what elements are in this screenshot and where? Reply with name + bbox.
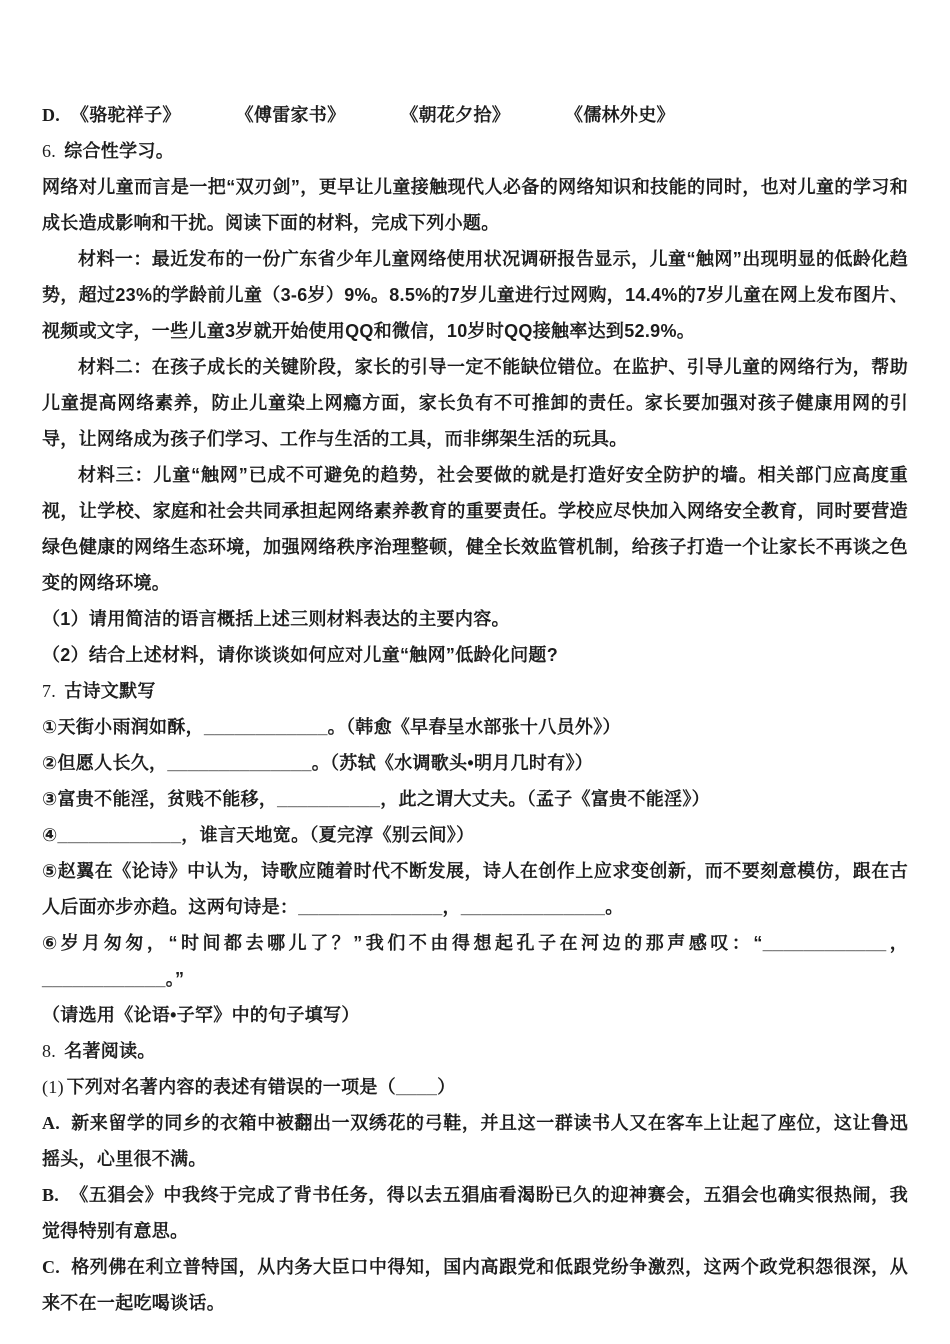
question-8-sub-line — [42, 1069, 908, 1105]
question-6-sub-2: （2）结合上述材料，请你谈谈如何应对儿童“触网”低龄化问题? — [42, 645, 559, 665]
dictation-note: （请选用《论语•子罕》中的句子填写） — [42, 1005, 360, 1025]
option-c-label: C. — [42, 1257, 61, 1277]
question-7-title: 古诗文默写 — [64, 681, 156, 701]
question-8-sub-emphasis: 有错误 — [249, 1077, 305, 1097]
option-b-paragraph — [42, 1177, 908, 1249]
dictation-item-6: ⑥岁月匆匆，“时间都去哪儿了？”我们不由得想起孔子在河边的那声感叹：“____________，____________。” — [42, 933, 908, 989]
option-b-text: 《五猖会》中我终于完成了背书任务，得以去五猖庙看渴盼已久的迎神赛会，五猖会也确实很热闹，我觉得特别有意思。 — [42, 1185, 908, 1241]
question-8-sub-suffix: 的一项是（____） — [304, 1077, 456, 1097]
option-a-label: A. — [42, 1113, 61, 1133]
question-6-sub-1: （1）请用简洁的语言概括上述三则材料表达的主要内容。 — [42, 609, 510, 629]
option-d-label: D. — [42, 105, 61, 125]
question-7-number: 7. — [42, 681, 57, 701]
option-a-text: 新来留学的同乡的衣箱中被翻出一双绣花的弓鞋，并且这一群读书人又在客车上让起了座位，这让鲁迅摇头，心里很不满。 — [42, 1113, 908, 1169]
option-c-paragraph — [42, 1249, 908, 1321]
option-a-paragraph — [42, 1105, 908, 1177]
book-title-rulinwaishi: 《儒林外史》 — [565, 105, 675, 125]
dictation-item-2: ②但愿人长久，______________。（苏轼《水调歌头•明月几时有》） — [42, 753, 594, 773]
book-title-zhaohuaxishi: 《朝花夕拾》 — [400, 105, 511, 125]
option-d-line — [42, 97, 908, 133]
dictation-item-4: ④____________，谁言天地宽。（夏完淳《别云间》） — [42, 825, 475, 845]
material-2-paragraph: 材料二：在孩子成长的关键阶段，家长的引导一定不能缺位错位。在监护、引导儿童的网络行为，帮助儿童提高网络素养，防止儿童染上网瘾方面，家长负有不可推卸的责任。家长要加强对孩子健康用网的引导，让网络成为孩子们学习、工作与生活的工具，而非绑架生活的玩具。 — [42, 357, 908, 449]
book-title-luotuoxiangzi: 《骆驼祥子》 — [70, 105, 181, 125]
question-8-header — [42, 1033, 908, 1069]
question-8-sub-label: (1) — [42, 1077, 64, 1097]
option-c-text: 格列佛在利立普特国，从内务大臣口中得知，国内高跟党和低跟党纷争激烈，这两个政党积怨很深，从来不在一起吃喝谈话。 — [42, 1257, 908, 1313]
dictation-item-5: ⑤赵翼在《论诗》中认为，诗歌应随着时代不断发展，诗人在创作上应求变创新，而不要刻意模仿，跟在古人后面亦步亦趋。这两句诗是：______________，______________。 — [42, 861, 908, 917]
question-6-header — [42, 133, 908, 169]
question-6-intro: 网络对儿童而言是一把“双刃剑”，更早让儿童接触现代人必备的网络知识和技能的同时，也对儿童的学习和成长造成影响和干扰。阅读下面的材料，完成下列小题。 — [42, 177, 908, 233]
book-title-fuleijiashu: 《傅雷家书》 — [235, 105, 346, 125]
question-8-sub-prefix: 下列对名著内容的表述 — [66, 1077, 250, 1097]
dictation-item-1: ①天街小雨润如酥，____________。（韩愈《早春呈水部张十八员外》） — [42, 717, 621, 737]
question-6-number: 6. — [42, 141, 57, 161]
option-b-label: B. — [42, 1185, 60, 1205]
material-1-paragraph: 材料一：最近发布的一份广东省少年儿童网络使用状况调研报告显示，儿童“触网”出现明显的低龄化趋势，超过23%的学龄前儿童（3-6岁）9%。8.5%的7岁儿童进行过网购，14.4%的7岁儿童在网上发布图片、视频或文字，一些儿童3岁就开始使用QQ和微信，10岁时QQ接触率达到52.9%。 — [42, 249, 908, 341]
question-6-title: 综合性学习。 — [64, 141, 175, 161]
question-8-title: 名著阅读。 — [64, 1041, 156, 1061]
question-7-header — [42, 673, 908, 709]
question-8-number: 8. — [42, 1041, 57, 1061]
dictation-item-3: ③富贵不能淫，贫贱不能移，__________，此之谓大丈夫。（孟子《富贵不能淫》） — [42, 789, 710, 809]
material-3-paragraph: 材料三：儿童“触网”已成不可避免的趋势，社会要做的就是打造好安全防护的墙。相关部门应高度重视，让学校、家庭和社会共同承担起网络素养教育的重要责任。学校应尽快加入网络安全教育，同时要营造绿色健康的网络生态环境，加强网络秩序治理整顿，健全长效监管机制，给孩子打造一个让家长不再谈之色变的网络环境。 — [42, 465, 908, 593]
